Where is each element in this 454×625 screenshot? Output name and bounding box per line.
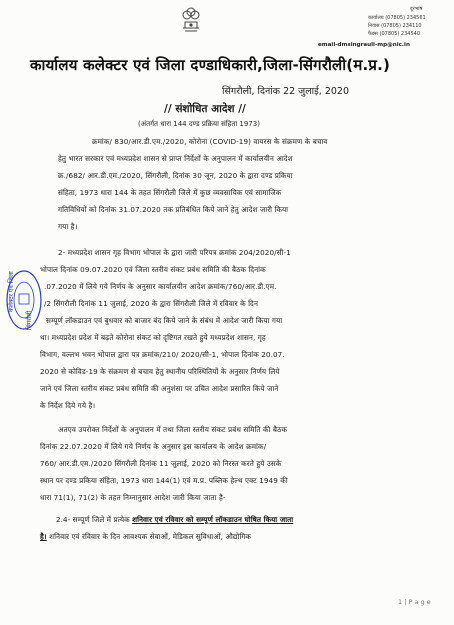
paragraph-2-line: जाने एवं जिला स्तरीय संकट प्रबंध समिति की अनुशंसा पर उचित आदेश प्रसारित किये जाने: [40, 384, 279, 393]
state-emblem-icon: [176, 2, 206, 36]
paragraph-2-line: सम्पूर्ण लॉकडाउन एवं बुधवार को बाजार बंद किये जाने के संबंध में आदेश जारी किया गया: [46, 316, 283, 325]
email-address: email-dmsingrauli-mp@nic.in: [318, 42, 410, 48]
paragraph-2-line: के निर्देश दिये गये है।: [40, 401, 96, 410]
point-2-4-highlight-end: है।: [40, 532, 47, 541]
contact-line: फैक्स (07805) 234540: [368, 31, 421, 37]
paragraph-3-line: दिनांक 22.07.2020 में लिये गये निर्णय के अनुसार इस कार्यालय के आदेश क्रमांक/: [40, 442, 267, 451]
paragraph-2-line: भोपाल दिनांक 09.07.2020 एवं जिला स्तरीय संकट प्रबंध समिति की बैठक दिनांक: [40, 265, 266, 274]
paragraph-3-line: 760/ आर.डी.एम./2020 सिंगरौली दिनांक 11 जुलाई, 2020 को निरस्त करते हुये उसके: [40, 459, 282, 468]
place-date: सिंगरौली, दिनांक 22 जुलाई, 2020: [222, 86, 350, 97]
paragraph-1-line: गतिविधियों को दिनांक 31.07.2020 तक प्रतिबंधित किये जाने हेतु आदेश जारी किया: [58, 205, 289, 214]
page-number: 1 | P a g e: [398, 598, 431, 606]
paragraph-1-line: हेतु भारत सरकार एवं मध्यप्रदेश शासन से प्राप्त निर्देशों के अनुपालन में कार्यालयीन आदेश: [58, 154, 293, 163]
point-2-4-rest: शनिवार एवं रविवार के दिन आवश्यक सेवाओं, मेडिकल सुविधाओं, औद्योगिक: [46, 532, 252, 541]
office-title: कार्यालय कलेक्टर एवं जिला दण्डाधिकारी,जिला-सिंगरौली(म.प्र.): [30, 56, 391, 74]
contact-line: दूरभाष: [410, 6, 423, 12]
paragraph-2-line: था। मध्यप्रदेश प्रदेश में बढ़ते कोरोना संकट को दृष्टिगत रखते हुये मध्यप्रदेश शासन, गृह: [40, 333, 266, 342]
order-title: // संशोधित आदेश //: [164, 103, 246, 115]
paragraph-2-line: .07.2020 में लिये गये निर्णय के अनुसार कार्यालयीन आदेश क्रमांक/760/आर.डी.एम.: [44, 282, 277, 291]
paragraph-2-line: 2- मध्यप्रदेश शासन गृह विभाग भोपाल के द्वारा जारी परिपत्र क्रमांक 204/2020/सी-1: [58, 248, 291, 257]
paragraph-1-line: गया है।: [58, 222, 78, 231]
paragraph-3-line: धारा 71(1), 71(2) के तहत निम्नानुसार आदेश जारी किया जाता है-: [40, 493, 226, 502]
order-subtitle: (अंतर्गत धारा 144 दण्ड प्रक्रिया संहिता 1973): [138, 120, 260, 128]
point-2-4-line-1: [56, 514, 293, 527]
seal-text: सिंगरौली: [26, 310, 33, 330]
paragraph-3-line: स्थान पर दण्ड प्रकिया संहिता, 1973 धारा 144(1) एवं म.प्र. पब्लिक हेल्थ एक्ट 1949 की: [40, 476, 288, 485]
paragraph-1-line: क्रमांक/ 830/आर.डी.एम./2020, कोरोना (COVID-19) वायरस के संक्रमण के बचाव: [92, 137, 328, 146]
contact-line: निवास (07805) 234110: [368, 23, 422, 29]
paragraph-1-line: संहिता, 1973 धारा 144 के तहत सिंगरौली जिले में कुछ व्यवसायिक एवं सामाजिक: [58, 188, 282, 197]
point-2-4-prefix: 2.4- सम्पूर्ण जिले में प्रत्येक: [56, 515, 133, 524]
paragraph-2-line: विभाग, वल्लभ भवन भोपाल द्वारा पत्र क्रमांक/210/ 2020/सी-1, भोपाल दिनांक 20.07.: [40, 350, 285, 359]
point-2-4-line-2: [40, 531, 251, 544]
contact-line: कार्यालय (07805) 234561: [368, 15, 426, 21]
point-2-4-highlight: शनिवार एवं रविवार को सम्पूर्ण लॉकडाउन घोषित किया जाता: [132, 515, 294, 524]
seal-text: कलेक्टर एवं जिला: [8, 271, 15, 312]
paragraph-2-line: 2020 से कोविड-19 के संक्रमण से बचाव हेतु स्थानीय परिस्थितियों के अनुसार निर्णय लिये: [40, 367, 280, 376]
paragraph-2-line: /2 सिंगरौली दिनांक 11 जुलाई, 2020 के द्वारा सिंगरौली जिले में रविवार के दिन: [44, 299, 259, 308]
paragraph-3-line: अतएव उपरोक्त निर्देशों के अनुपालन में तथा जिला स्तरीय संकट प्रबंध समिति की बैठक: [58, 425, 287, 434]
paragraph-1-line: क्र./682/ आर.डी.एम./2020, सिंगरौली, दिनांक 30 जून, 2020 के द्वारा दण्ड प्रकिया: [58, 171, 293, 180]
